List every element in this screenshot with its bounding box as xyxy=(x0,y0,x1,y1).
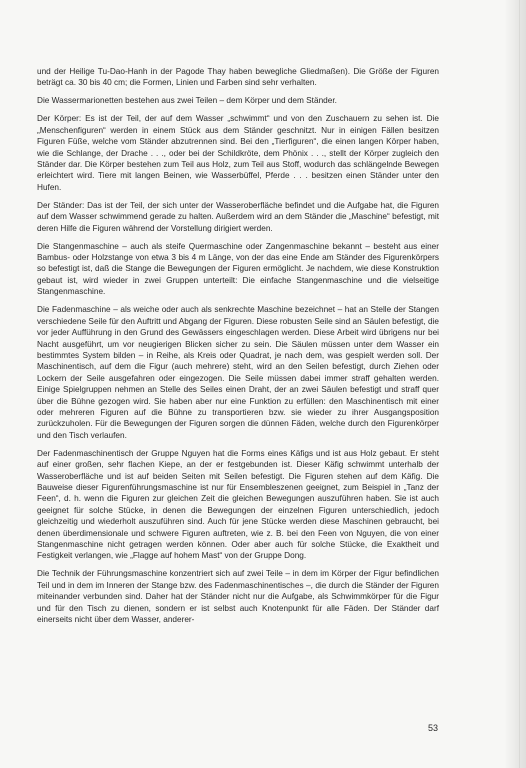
body-text xyxy=(37,66,439,632)
page-number: 53 xyxy=(427,723,438,733)
spine-edge xyxy=(519,0,520,768)
paragraph-string-machine: Die Fadenmaschine – als weiche oder auch als senkrechte Maschine bezeichnet – hat an Stelle der Stangen verschiedene Seile für den Auftritt und Abgang der Figuren. Diese robusten Seile sind an Säulen befestigt, die vor jeder Aufführung in den Grund des Gewässers eingeschlagen werden. Diese Arbeit wird übrigens nur bei Nacht ausgeführt, um vor neugierigen Blicken sicher zu sein. Die Säulen müssen unter dem Wasser ein bestimmtes System bilden – in Reihe, als Kreis oder Quadrat, je nach dem, was gespielt werden soll. Der Maschinentisch, auf dem die Figur (auch mehrere) steht, wird an den Seilen befestigt, durch Ziehen oder Lockern der Seile ausgefahren oder eingezogen. Die Seile müssen dabei immer straff gehalten werden. Einige Spielgruppen nehmen an Stelle des Seiles einen Draht, der an zwei Säulen befestigt und straff quer über die Bühne gezogen wird. Sie haben aber nur eine Funktion zu erfüllen: den Maschinentisch mit einer oder mehreren Figuren auf die Bühne zu transportieren bzw. sie wieder zu ihrer Ausgangsposition zurückzuholen. Für die Bewegungen der Figuren sorgen die dünnen Fäden, welche durch den Figurenkörper und den Tisch verlaufen. xyxy=(37,305,439,440)
paragraph-body: Der Körper: Es ist der Teil, der auf dem Wasser „schwimmt“ und von den Zuschauern zu sehen ist. Die „Menschenfiguren“ werden in einem Stück aus dem Ständer geschnitzt. Nur in einigen Fällen besitzen Figuren Füße, welche vom Ständer abzutrennen sind. Bei den „Tierfiguren“, die einen langen Körper haben, wie die Schlange, der Drache . . ., oder bei der Schildkröte, dem Phönix . . ., stellt der Körper zugleich den Ständer dar. Die Körper bestehen zum Teil aus Holz, zum Teil aus Stoff, wodurch das schlängelnde Bewegen erleichtert wird. Tiere mit langen Beinen, wie Wasserbüffel, Pferde . . . besitzen einen Ständer unter den Hufen. xyxy=(37,114,439,192)
paragraph-rod-machine: Die Stangenmaschine – auch als steife Quermaschine oder Zangenmaschine bekannt – besteht aus einer Bambus- oder Holzstange von etwa 3 bis 4 m Länge, von der das eine Ende am Ständer des Figurenkörpers so befestigt ist, daß die Stange die Bewegungen der Figuren ermöglicht. Je nachdem, wie diese Konstruktion gebaut ist, wird wieder in zwei Gruppen unterteilt: Die einfache Stangenmaschine und die vielseitige Stangenmaschine. xyxy=(37,241,439,297)
paragraph-stand: Der Ständer: Das ist der Teil, der sich unter der Wasseroberfläche befindet und die Aufgabe hat, die Figuren auf dem Wasser schwimmend gerade zu halten. Außerdem wird an dem Ständer die „Maschine“ befestigt, mit deren Hilfe die Figuren während der Vorstellung dirigiert werden. xyxy=(37,200,439,233)
paragraph-string-machine-table: Der Fadenmaschinentisch der Gruppe Nguyen hat die Forms eines Käfigs und ist aus Holz gebaut. Er steht auf einer großen, sehr flachen Kiepe, an der er festgebunden ist. Dieser Käfig schwimmt unterhalb der Wasseroberfläche und ist auf beiden Seiten mit Seilen befestigt. Die Figuren stehen auf dem Käfig. Die Bauweise dieser Figurenführungsmaschine ist nur für Ensembleszenen geeignet, zum Beispiel in „Tanz der Feen“, d. h. wenn die Figuren zur gleichen Zeit die gleichen Bewegungen auszuführen haben. Sie ist auch geeignet für solche Stücke, in denen die Bewegungen der einzelnen Figuren unterschiedlich, jedoch gleichzeitig und wiederholt auszuführen sind. Auch für jene Stücke werden diese Maschinen gebraucht, bei denen überdimensionale und schwere Figuren auftreten, wie z. B. bei den Feen von Nguyen, die von einer Stangenmaschine nicht getragen werden können. Oder aber auch für solche Stücke, die Exaktheit und Festigkeit verlangen, wie „Flagge auf hohem Mast“ von der Gruppe Dong. xyxy=(37,448,439,561)
spine-shadow xyxy=(504,0,526,768)
paragraph-figures-size: und der Heilige Tu-Dao-Hanh in der Pagode Thay haben bewegliche Gliedmaßen). Die Größe der Figuren beträgt ca. 30 bis 40 cm; die Formen, Linien und Farben sind sehr verhalten. xyxy=(37,67,439,88)
paragraph-two-parts: Die Wassermarionetten bestehen aus zwei Teilen – dem Körper und dem Ständer. xyxy=(37,96,337,106)
paragraph-guiding-technique: Die Technik der Führungsmaschine konzentriert sich auf zwei Teile – in dem im Körper der Figur befindlichen Teil und in dem im Inneren der Stange bzw. des Fadenmaschinentisches –, die durch die Ständer der Figuren miteinander verbunden sind. Daher hat der Ständer nicht nur die Aufgabe, als Schwimmkörper für die Figur und für den Tisch zu dienen, sondern er ist selbst auch Knotenpunkt für alle Fäden. Der Ständer darf einerseits nicht über dem Wasser, anderer- xyxy=(37,569,439,625)
